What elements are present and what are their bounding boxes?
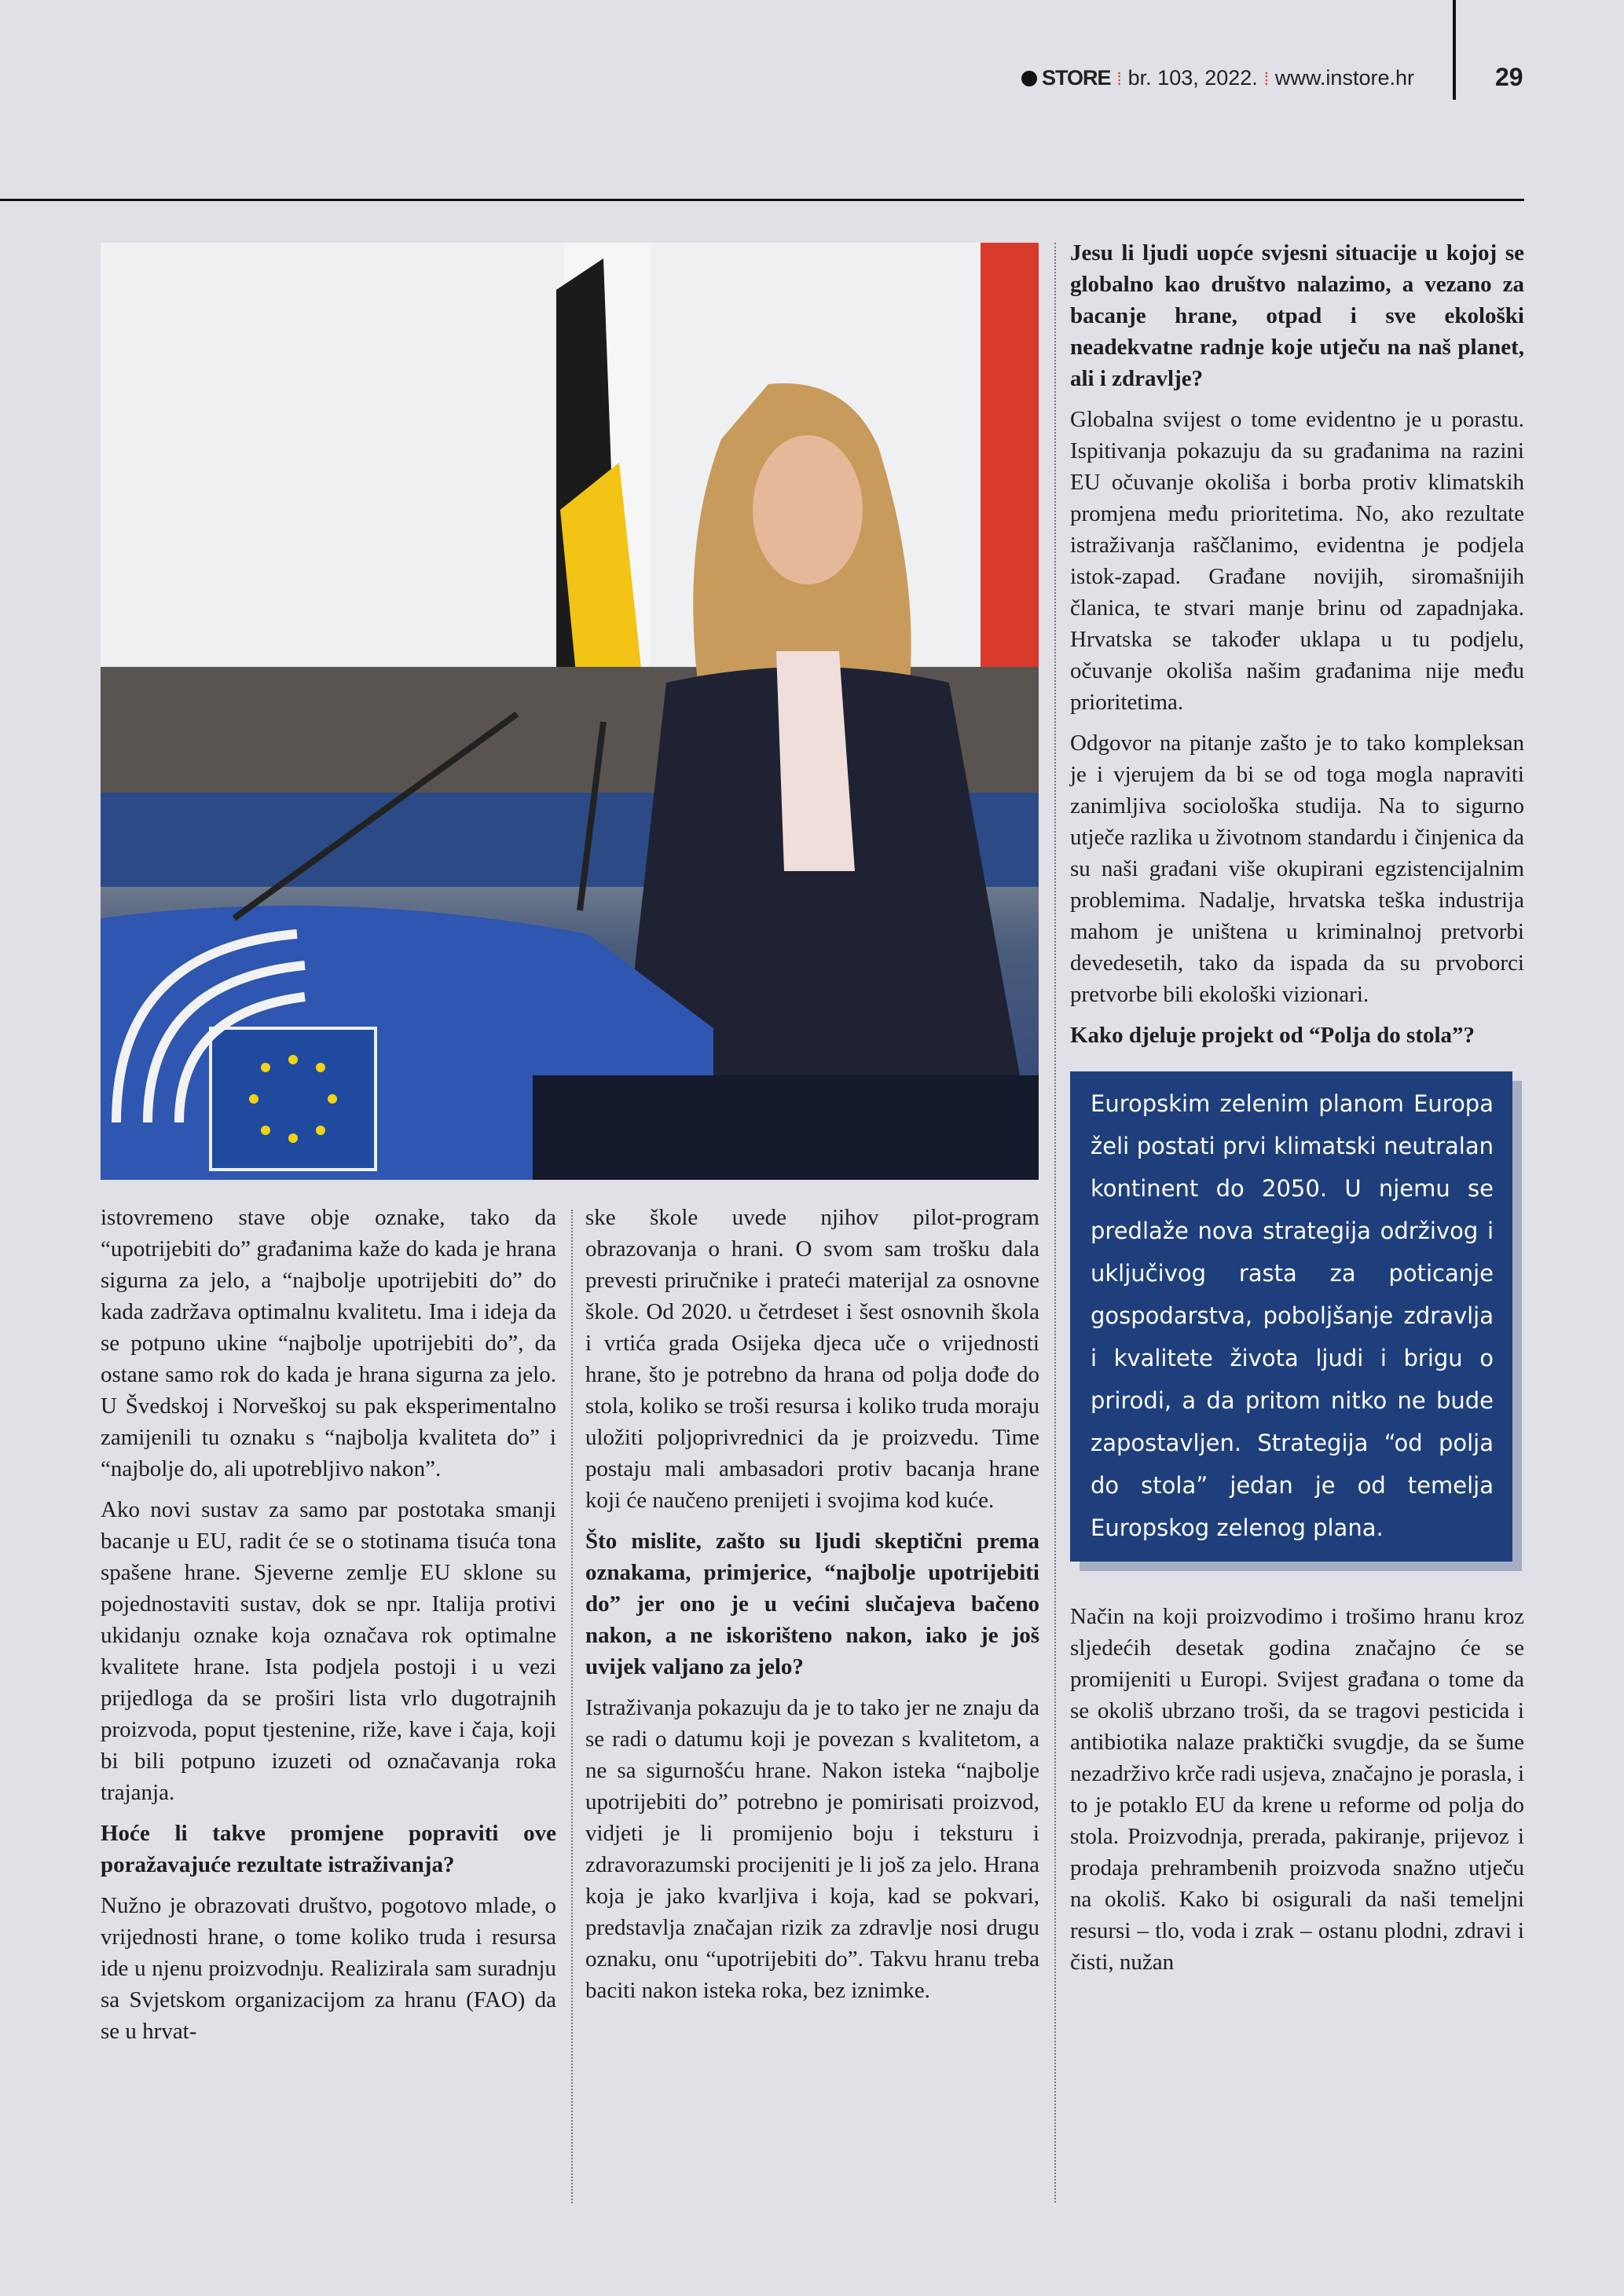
paragraph: Istraživanja pokazuju da je to tako jer ne znaju da se radi o datumu koji je povezan s kvalitetom, a ne sa sigurnošću hrane. Nakon isteka “najbolje upotrijebiti do” potrebno je pomirisati proizvod, vidjeti je li promijenio boju i teksturu i zdravorazumski procijeniti je li još za jelo. Hrana koja je jako kvarljiva i koja, kad se pokvari, predstavlja značajan rizik za zdravlje nosi drugu oznaku, onu “upotrijebiti do”. Takvu hranu treba baciti nakon isteka roka, bez iznimke.: [585, 1695, 1039, 2003]
column-divider: [1054, 243, 1056, 2203]
paragraph: Globalna svijest o tome evidentno je u porastu. Ispitivanja pokazuju da su građanima na razini EU očuvanje okoliša i borba protiv klimatskih promjena među prioritetima. No, ako rezultate istraživanja raščlanimo, evidentna je podjela istok-zapad. Građane novijih, siromašnijih članica, te stvari manje brinu od zapadnjaka. Hrvatska se također uklapa u tu podjelu, očuvanje okoliša našim građanima nije među prioritetima.: [1070, 407, 1524, 715]
column-divider: [571, 1210, 573, 2203]
paragraph: Odgovor na pitanje zašto je to tako kompleksan je i vjerujem da bi se od toga mogla napraviti zanimljiva sociološka studija. Na to sigurno utječe razlika u životnom standardu i činjenica da su naši građani više okupirani egzistencijalnim problemima. Nadalje, hrvatska teška industrija mahom je uništena u kriminalnoj pretvorbi devedesetih, tako da ispada da su prvoborci pretvorbe bili ekološki vizionari.: [1070, 731, 1524, 1007]
column-1: [101, 1202, 556, 2056]
in-logo-icon: [1021, 71, 1037, 86]
website: www.instore.hr: [1274, 66, 1414, 90]
paragraph: Način na koji proizvodimo i trošimo hranu kroz sljedećih desetak godina značajno će se promijeniti u Europi. Svijest građana o tome da se okoliš ubrzano troši, da se tragovi pesticida i antibiotika nalaze praktički svugdje, da se šume nezadrživo krče radi usjeva, značajno je porasla, i to je potaklo EU da krene u reforme od polja do stola. Proizvodnja, prerada, pakiranje, prijevoz i prodaja prehrambenih proizvoda snažno utječu na okoliš. Kako bi osigurali da naši temeljni resursi – tlo, voda i zrak – ostanu plodni, zdravi i čisti, nužan: [1070, 1604, 1524, 1975]
highlight-box: [1070, 1071, 1512, 1562]
running-header: [1021, 66, 1414, 90]
speaker-photo: [101, 243, 1039, 1180]
column-3: [1070, 237, 1524, 1987]
paragraph: istovremeno stave obje oznake, tako da “upotrijebiti do” građanima kaže do kada je hrana sigurna za jelo, a “najbolje upotrijebiti do” do kada zadržava optimalnu kvalitetu. Ima i ideja da se potpuno ukine “najbolje upotrijebiti do”, da ostane samo rok do kada je hrana sigurna za jelo. U Švedskoj i Norveškoj su pak eksperimentalno zamijenili tu oznaku s “najbolja kvaliteta do” i “najbolje do, ali upotrebljivo nakon”.: [101, 1205, 556, 1481]
header-divider: [1453, 0, 1456, 100]
highlight-text: Europskim zelenim planom Europa želi postati prvi klimatski neutralan kontinent do 2050. U njemu se predlaže nova strategija održivog i uključivog rasta za poticanje gospodarstva, poboljšanje zdravlja i kvalitete života ljudi i brigu o prirodi, a da pritom nitko ne bude zapostavljen. Strategija “od polja do stola” jedan je od temelja Europskog zelenog plana.: [1091, 1090, 1494, 1541]
column-2: [585, 1202, 1039, 2016]
interview-question: Što mislite, zašto su ljudi skeptični prema oznakama, primjerice, “najbolje upotrijebiti do” jer ono je u većini slučajeva bačeno nakon, a ne iskorišteno nakon, iako je još uvijek valjano za jelo?: [585, 1529, 1039, 1679]
paragraph: Ako novi sustav za samo par postotaka smanji bacanje u EU, radit će se o stotinama tisuća tona spašene hrane. Sjeverne zemlje EU sklone su pojednostaviti sustav, dok se npr. Italija protivi ukidanju oznake koja označava rok optimalne kvalitete hrane. Ista podjela postoji i u vezi prijedloga da se proširi lista vrlo dugotrajnih proizvoda, poput tjestenine, riže, kave i čaja, koji bi bili potpuno izuzeti od označavanja roka trajanja.: [101, 1497, 556, 1805]
separator: ⁞: [1263, 69, 1269, 89]
photo-illustration: [101, 243, 1039, 1180]
interview-question: Kako djeluje projekt od “Polja do stola”?: [1070, 1023, 1476, 1048]
header-rule: [0, 199, 1524, 201]
interview-question: Hoće li takve promjene popraviti ove poražavajuće rezultate istraživanja?: [101, 1821, 556, 1877]
separator: ⁞: [1116, 69, 1122, 89]
interview-question: Jesu li ljudi uopće svjesni situacije u kojoj se globalno kao društvo nalazimo, a vezano za bacanje hrane, otpad i sve ekološki neadekvatne radnje koje utječu na naš planet, ali i zdravlje?: [1070, 240, 1524, 391]
paragraph: ske škole uvede njihov pilot-program obrazovanja o hrani. O svom sam trošku dala prevesti priručnike i prateći materijal za osnovne škole. Od 2020. u četrdeset i šest osnovnih škola i vrtića grada Osijeka djeca uče o vrijednosti hrane, što je potrebno da hrana od polja dođe do stola, koliko se troši resursa i koliko truda moraju uložiti poljoprivrednici da je proizvedu. Time postaju mali ambasadori protiv bacanja hrane koji će naučeno prenijeti i svojima kod kuće.: [585, 1205, 1039, 1513]
page-number: 29: [1495, 63, 1523, 91]
brand-name: STORE: [1042, 66, 1111, 90]
paragraph: Nužno je obrazovati društvo, pogotovo mlade, o vrijednosti hrane, o tome koliko truda i resursa ide u njenu proizvodnju. Realizirala sam suradnju sa Svjetskom organizacijom za hranu (FAO) da se u hrvat-: [101, 1893, 556, 2044]
issue-number: br. 103, 2022.: [1127, 66, 1258, 90]
